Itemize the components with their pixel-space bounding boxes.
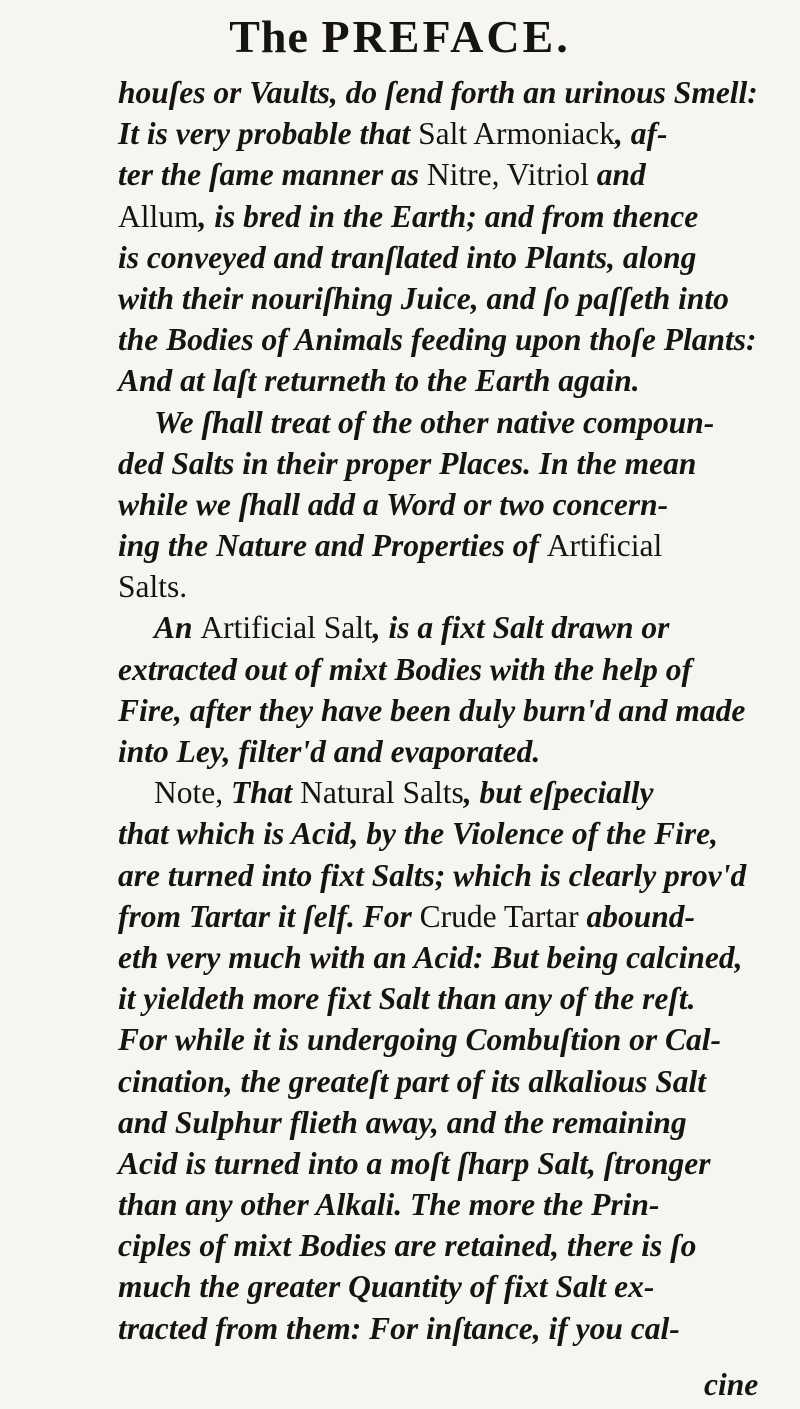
italic-run: with their nouriſhing Juice, and ſo paſſeth into <box>118 280 729 316</box>
roman-run: Salt Armoniack <box>418 116 615 152</box>
text-line <box>118 72 758 113</box>
italic-run: , is a fixt Salt drawn or <box>372 610 670 646</box>
italic-run: and <box>588 157 646 193</box>
text-line <box>118 1102 758 1143</box>
italic-run: Acid is turned into a moſt ſharp Salt, ſtronger <box>118 1145 711 1181</box>
text-line <box>118 896 758 937</box>
italic-run: , is bred in the Earth; and from thence <box>198 198 699 234</box>
italic-run: , but eſpecially <box>463 775 654 811</box>
roman-run: Nitre, Vitriol <box>426 157 589 193</box>
text-line <box>118 278 758 319</box>
text-line <box>118 443 758 484</box>
italic-run: It is very probable that <box>118 116 419 152</box>
text-line <box>118 813 758 854</box>
italic-run: tracted from them: For inſtance, if you cal- <box>118 1310 680 1346</box>
italic-run: abound- <box>578 898 696 934</box>
text-line <box>118 484 758 525</box>
italic-run: the Bodies of Animals feeding upon thoſe Plants: <box>118 322 757 358</box>
italic-run: while we ſhall add a Word or two concern- <box>118 486 669 522</box>
text-line <box>118 154 758 195</box>
text-line <box>118 1061 758 1102</box>
text-line <box>118 1266 758 1307</box>
text-line <box>118 855 758 896</box>
italic-run: An <box>154 610 201 646</box>
text-line <box>118 937 758 978</box>
italic-run: are turned into fixt Salts; which is clearly prov'd <box>118 857 747 893</box>
italic-run: ded Salts in their proper Places. In the mean <box>118 445 697 481</box>
italic-run: For while it is undergoing Combuſtion or Cal- <box>118 1022 722 1058</box>
italic-run: , af- <box>614 116 668 152</box>
italic-run: ter the ſame manner as <box>118 157 427 193</box>
roman-run: Artificial <box>546 528 663 564</box>
text-line <box>118 402 758 443</box>
italic-run: much the greater Quantity of fixt Salt ex- <box>118 1269 655 1305</box>
italic-run: and Sulphur flieth away, and the remaining <box>118 1104 687 1140</box>
italic-run: eth very much with an Acid: But being calcined, <box>118 939 743 975</box>
text-line <box>118 360 758 401</box>
roman-run: Artificial Salt <box>200 610 373 646</box>
italic-run: that which is Acid, by the Violence of the Fire, <box>118 816 718 852</box>
text-line <box>118 607 758 648</box>
italic-run: into Ley, filter'd and evaporated. <box>118 734 541 769</box>
text-line <box>118 237 758 278</box>
text-line <box>118 525 758 566</box>
text-line <box>118 196 758 237</box>
running-head <box>0 10 800 63</box>
running-head-preface: PREFACE. <box>321 11 571 62</box>
roman-run: Crude Tartar <box>419 898 579 934</box>
text-line <box>118 731 758 772</box>
italic-run: And at laſt returneth to the Earth again. <box>118 363 640 399</box>
italic-run: We ſhall treat of the other native compoun- <box>154 404 715 440</box>
italic-run: ing the Nature and Properties of <box>118 528 547 564</box>
italic-run: That <box>230 775 301 811</box>
text-line <box>118 1019 758 1060</box>
italic-run: from Tartar it ſelf. For <box>118 898 420 934</box>
italic-run: than any other Alkali. The more the Prin- <box>118 1187 660 1223</box>
text-line <box>118 566 758 607</box>
text-line <box>118 649 758 690</box>
roman-run: Natural Salts <box>300 775 464 811</box>
text-line <box>118 690 758 731</box>
italic-run: is conveyed and tranſlated into Plants, along <box>118 239 697 275</box>
text-line <box>118 978 758 1019</box>
text-line <box>118 1308 758 1349</box>
text-line <box>118 772 758 813</box>
italic-run: extracted out of mixt Bodies with the help of <box>118 651 692 687</box>
body-text <box>118 72 758 1349</box>
text-line <box>118 113 758 154</box>
text-line <box>118 1143 758 1184</box>
text-line <box>118 1225 758 1266</box>
text-line <box>118 319 758 360</box>
italic-run: cination, the greateſt part of its alkalious Salt <box>118 1063 707 1099</box>
roman-run: Salts. <box>118 569 188 605</box>
catchword: cine <box>704 1367 759 1402</box>
running-head-the: The <box>229 11 309 62</box>
text-line <box>118 1184 758 1225</box>
italic-run: Fire, after they have been duly burn'd and made <box>118 692 746 728</box>
italic-run: houſes or Vaults, do ſend forth an urinous Smell: <box>118 75 758 110</box>
italic-run: ciples of mixt Bodies are retained, there is ſo <box>118 1228 697 1264</box>
roman-run: Note, <box>154 775 231 811</box>
roman-run: Allum <box>118 198 199 234</box>
italic-run: it yieldeth more fixt Salt than any of the reſt. <box>118 981 696 1017</box>
